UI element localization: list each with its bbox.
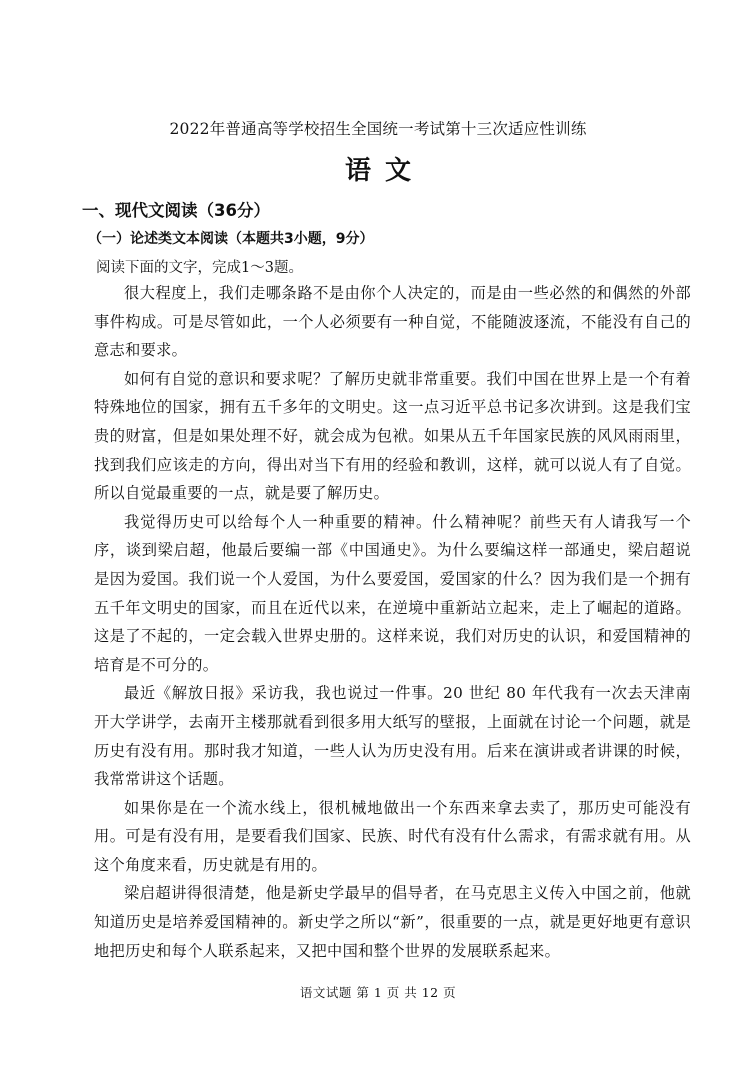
exam-title: 2022年普通高等学校招生全国统一考试第十三次适应性训练 <box>169 120 587 138</box>
article-paragraph: 如果你是在一个流水线上，很机械地做出一个东西来拿去卖了，那历史可能没有用。可是有没有用，是要看我们国家、民族、时代有没有什么需求，有需求就有用。从这个角度来看，历史就是有用的。 <box>94 798 691 874</box>
subject-title: 语文 <box>344 156 425 186</box>
article-paragraph: 如何有自觉的意识和要求呢？了解历史就非常重要。我们中国在世界上是一个有着特殊地位的国家，拥有五千多年的文明史。这一点习近平总书记多次讲到。这是我们宝贵的财富，但是如果处理不好，就会成为包袱。如果从五千年国家民族的风风雨雨里，找到我们应该走的方向，得出对当下有用的经验和教训，这样，就可以说人有了自觉。所以自觉最重要的一点，就是要了解历史。 <box>94 369 691 503</box>
article-paragraph: 我觉得历史可以给每个人一种重要的精神。什么精神呢？前些天有人请我写一个序，谈到梁启超，他最后要编一部《中国通史》。为什么要编这样一部通史，梁启超说是因为爱国。我们说一个人爱国，为什么要爱国，爱国家的什么？因为我们是一个拥有五千年文明史的国家，而且在近代以来，在逆境中重新站立起来，走上了崛起的道路。这是了不起的，一定会载入世界史册的。这样来说，我们对历史的认识，和爱国精神的培育是不可分的。 <box>94 512 691 674</box>
sub-heading: （一）论述类文本阅读（本题共3小题，9分） <box>88 231 374 247</box>
page-footer: 语文试题 第 1 页 共 12 页 <box>299 985 457 1000</box>
article-paragraph: 梁启超讲得很清楚，他是新史学最早的倡导者，在马克思主义传入中国之前，他就知道历史是培养爱国精神的。新史学之所以“新”，很重要的一点，就是更好地更有意识地把历史和每个人联系起来，又把中国和整个世界的发展联系起来。 <box>94 884 691 960</box>
article-paragraph: 很大程度上，我们走哪条路不是由你个人决定的，而是由一些必然的和偶然的外部事件构成。可是尽管如此，一个人必须要有一种自觉，不能随波逐流，不能没有自己的意志和要求。 <box>94 284 691 360</box>
article-paragraph: 最近《解放日报》采访我，我也说过一件事。20 世纪 80 年代我有一次去天津南开大学讲学，去南开主楼那就看到很多用大纸写的壁报，上面就在讨论一个问题，就是历史有没有用。那时我才知道，一些人认为历史没有用。后来在演讲或者讲课的时候，我常常讲这个话题。 <box>94 684 691 789</box>
article-body <box>94 279 691 965</box>
section-heading: 一、现代文阅读（36分） <box>82 201 270 220</box>
reading-instruction: 阅读下面的文字，完成1～3题。 <box>96 260 303 276</box>
